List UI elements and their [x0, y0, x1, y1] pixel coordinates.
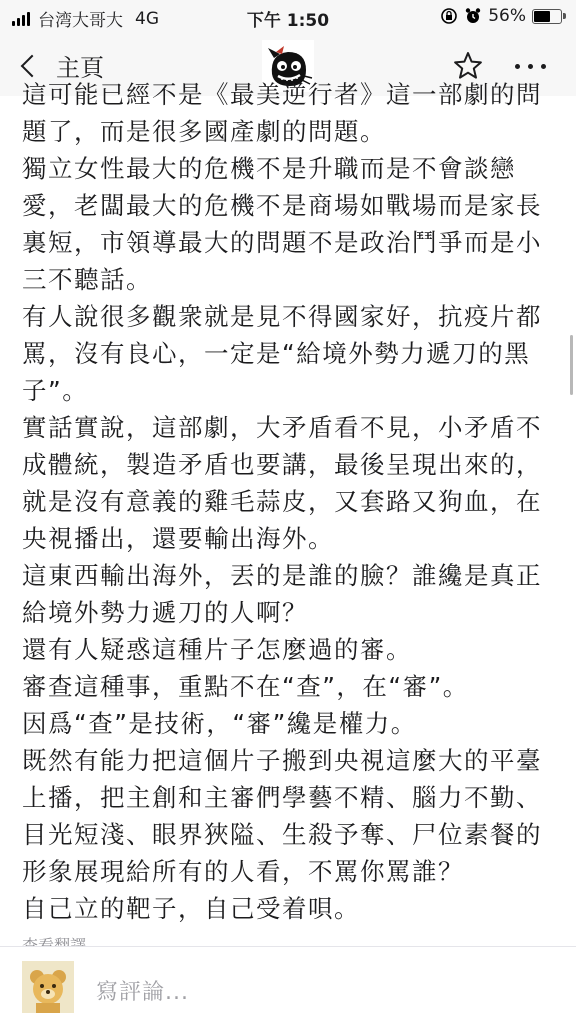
post-paragraph: 這可能已經不是《最美逆行者》這一部劇的問題了，而是很多國產劇的問題。 — [22, 80, 542, 146]
more-options-icon[interactable] — [515, 64, 546, 69]
teddy-bear-icon — [22, 961, 74, 1013]
comment-bar — [0, 946, 576, 1025]
post-paragraph: 有人說很多觀衆就是見不得國家好，抗疫片都罵，沒有良心，一定是“給境外勢力遞刀的黑子”。 — [22, 302, 542, 405]
carrier-name: 台湾大哥大 — [38, 11, 123, 31]
comment-input[interactable]: 寫評論... — [96, 980, 189, 1005]
post-paragraph: 還有人疑惑這種片子怎麼過的審。 — [22, 635, 412, 664]
battery-percent: 56% — [488, 6, 526, 26]
alarm-icon — [464, 7, 482, 25]
post-paragraph: 審查這種事，重點不在“查”，在“審”。 — [22, 672, 469, 701]
post-paragraph: 因爲“查”是技術，“審”纔是權力。 — [22, 709, 417, 738]
back-label: 主頁 — [56, 54, 104, 82]
post-content — [0, 80, 576, 946]
network-type: 4G — [135, 8, 159, 29]
post-paragraph: 這東西輸出海外，丟的是誰的臉？誰纔是真正給境外勢力遞刀的人啊？ — [22, 561, 542, 627]
user-avatar[interactable] — [22, 961, 74, 1013]
chevron-left-icon — [21, 54, 44, 77]
status-right — [440, 6, 562, 26]
post-paragraph: 獨立女性最大的危機不是升職而是不會談戀愛，老闆最大的危機不是商場如戰場而是家長裏短，市領導最大的問題不是政治鬥爭而是小三不聽話。 — [22, 154, 542, 294]
post-paragraph: 自己立的靶子，自己受着唄。 — [22, 894, 360, 923]
battery-level — [534, 11, 550, 22]
rotation-lock-icon — [440, 7, 458, 25]
post-paragraph: 實話實說，這部劇，大矛盾看不見，小矛盾不成體統，製造矛盾也要講，最後呈現出來的，就是沒有意義的雞毛蒜皮，又套路又狗血，在央視播出，還要輸出海外。 — [22, 413, 542, 553]
status-bar — [0, 0, 576, 34]
post-paragraph: 既然有能力把這個片子搬到央視這麼大的平臺上播，把主創和主審們學藝不精、腦力不勤、目光短淺、眼界狹隘、生殺予奪、尸位素餐的形象展現給所有的人看，不罵你罵誰？ — [22, 746, 542, 886]
scroll-indicator[interactable] — [570, 335, 573, 395]
battery-icon — [532, 9, 562, 24]
status-time: 下午 1:50 — [246, 11, 330, 31]
